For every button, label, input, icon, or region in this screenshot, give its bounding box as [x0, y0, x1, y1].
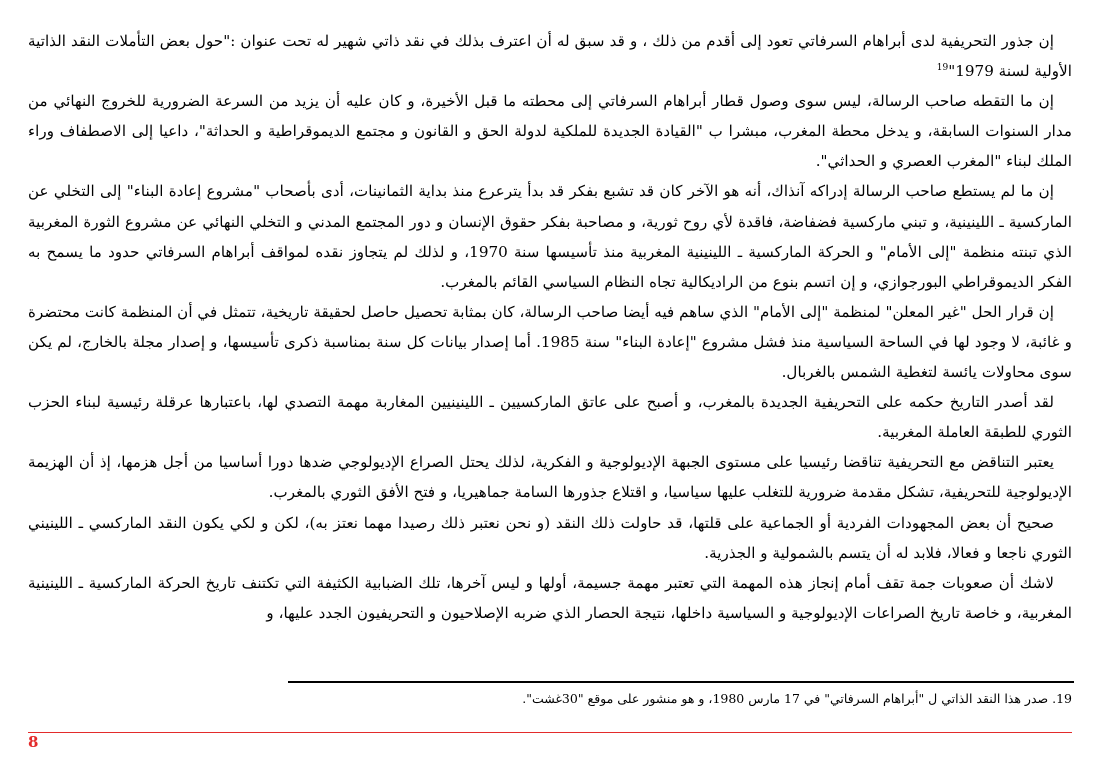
paragraph-1: [28, 26, 1072, 86]
paragraph-text: إن جذور التحريفية لدى أبراهام السرفاتي تعود إلى أقدم من ذلك ، و قد سبق له أن اعترف بذلك في نقد ذاتي شهير له تحت عنوان :"حول بعض التأملات النقد الذاتية الأولية لسنة 1979": [28, 32, 1072, 81]
paragraph-6: [28, 447, 1072, 507]
footnote-separator: [288, 681, 1074, 683]
footnote-text: صدر هذا النقد الذاتي ل "أبراهام السرفاتي" في 17 مارس 1980، و هو منشور على موقع "30غشت".: [522, 691, 1049, 706]
paragraph-8: [28, 568, 1072, 628]
page-footer-rule: [28, 732, 1072, 733]
paragraph-text: لقد أصدر التاريخ حكمه على التحريفية الجديدة بالمغرب، و أصبح على عاتق الماركسيين ـ اللينينيين المغاربة مهمة التصدي لها، باعتبارها عرقلة رئيسية لبناء الحزب الثوري للطبقة العاملة المغربية.: [28, 393, 1072, 442]
paragraph-text: إن قرار الحل "غير المعلن" لمنظمة "إلى الأمام" الذي ساهم فيه أيضا صاحب الرسالة، كان بمثابة تحصيل حاصل لحقيقة تاريخية، تتمثل في أن المنظمة كانت محتضرة و غائبة، لا وجود لها في الساحة السياسية منذ فشل مشروع "إعادة البناء" سنة 1985. أما إصدار بيانات كل سنة بمناسبة ذكرى تأسيسها، و إصدار مجلة بالخارج، لم يكن سوى محاولات يائسة لتغطية الشمس بالغربال.: [28, 302, 1072, 382]
paragraph-5: [28, 387, 1072, 447]
paragraph-text: يعتبر التناقض مع التحريفية تناقضا رئيسيا على مستوى الجبهة الإديولوجية و الفكرية، لذلك يحتل الصراع الإديولوجي ضدها دورا أساسيا من أجل هزمها، إذ أن الهزيمة الإديولوجية للتحريفية، تشكل مقدمة ضرورية للتغلب عليها سياسيا، و اقتلاع جذورها السامة جماهيريا، و فتح الأفق الثوري بالمغرب.: [28, 453, 1072, 502]
paragraph-text: إن ما لم يستطع صاحب الرسالة إدراكه آنذاك، أنه هو الآخر كان قد تشبع بفكر قد بدأ يترعرع منذ بداية الثمانينات، أدى بأصحاب "مشروع إعادة البناء" إلى التخلي عن الماركسية ـ اللينينية، و تبني ماركسية فضفاضة، فاقدة لأي روح ثورية، و مصاحبة بفكر حقوق الإنسان و دور المجتمع المدني و التخلي النهائي عن مشروع الثورة المغربية الذي تبنته منظمة "إلى الأمام" و الحركة الماركسية ـ اللينينية المغربية منذ تأسيسها سنة 1970، و لذلك لم يتجاوز نقده لمواقف أبراهام السرفاتي حدود ما يسمح به الفكر الديموقراطي البورجوازي، و إن اتسم بنوع من الراديكالية تجاه النظام السياسي القائم بالمغرب.: [28, 182, 1073, 291]
footnote: [286, 688, 1072, 710]
paragraph-text: صحيح أن بعض المجهودات الفردية أو الجماعية على قلتها، قد حاولت ذلك النقد (و نحن نعتبر ذلك رصيدا مهما نعتز به)، لكن و لكي يكون النقد الماركسي ـ اللينيني الثوري ناجعا و فعالا، فلابد له أن يتسم بالشمولية و الجذرية.: [28, 513, 1072, 562]
footnote-dot: .: [1048, 691, 1057, 706]
footnote-number: 19: [1056, 691, 1072, 706]
paragraph-text: إن ما التقطه صاحب الرسالة، ليس سوى وصول قطار أبراهام السرفاتي إلى محطته ما قبل الأخيرة، و كان عليه أن يزيد من السرعة الضرورية للخروج النهائي من مدار السنوات السابقة، و يدخل محطة المغرب، مبشرا ب "القيادة الجديدة للملكية لدولة الحق و القانون و مجتمع الديموقراطية و الحداثة"، داعيا إلى الاصطفاف وراء الملك لبناء "المغرب العصري و الحداثي".: [28, 92, 1072, 171]
paragraph-2: [28, 86, 1072, 176]
paragraph-text: لاشك أن صعوبات جمة تقف أمام إنجاز هذه المهمة التي تعتبر مهمة جسيمة، أولها و ليس آخرها، تلك الضبابية الكثيفة التي تكتنف تاريخ الحركة الماركسية ـ اللينينية المغربية، و خاصة تاريخ الصراعات الإديولوجية و السياسية داخلها، نتيجة الحصار الذي ضربه الإصلاحيون و التحريفيون الجدد عليها، و: [28, 573, 1072, 622]
paragraph-3: [28, 176, 1072, 296]
body-text: [28, 26, 1072, 628]
page-number: 8: [28, 733, 39, 751]
paragraph-4: [28, 297, 1072, 387]
paragraph-7: [28, 508, 1072, 568]
footnote-reference[interactable]: 19: [936, 63, 949, 74]
